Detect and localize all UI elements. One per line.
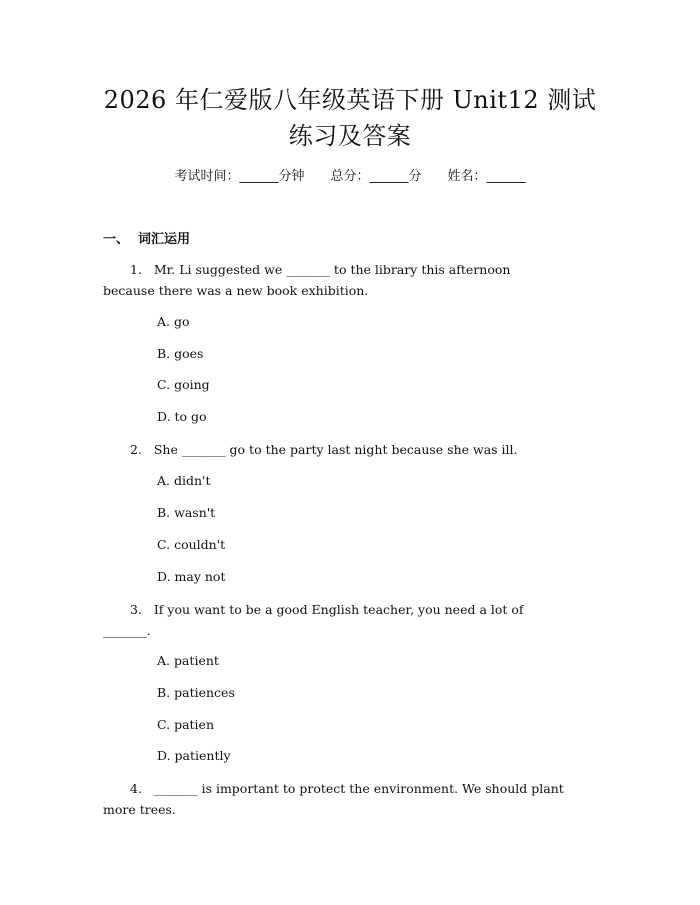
- question-4: [103, 778, 603, 820]
- question-3-stem-continued: _______.: [103, 623, 151, 638]
- question-3-stem: 3. If you want to be a good English teacher, you need a lot of: [130, 602, 524, 617]
- question-3-option-d: D. patiently: [157, 748, 231, 763]
- question-1-option-c: C. going: [157, 377, 210, 392]
- total-score-field: 总分：______分: [330, 169, 422, 184]
- question-1-stem: 1. Mr. Li suggested we _______ to the library this afternoon: [130, 262, 511, 277]
- question-2-option-c: C. couldn't: [157, 537, 226, 552]
- question-4-stem-continued: more trees.: [103, 802, 176, 817]
- exam-meta-line: [0, 166, 700, 188]
- section-heading-vocabulary: 一、 词汇运用: [103, 232, 191, 247]
- question-2-stem: 2. She _______ go to the party last night because she was ill.: [130, 442, 518, 457]
- student-name-field: 姓名：______: [447, 169, 526, 184]
- question-2-option-d: D. may not: [157, 569, 226, 584]
- question-2-option-a: A. didn't: [157, 473, 211, 488]
- question-1-option-a: A. go: [157, 314, 190, 329]
- question-4-stem: 4. _______ is important to protect the environment. We should plant: [130, 781, 564, 796]
- document-title-line-2: 练习及答案: [288, 122, 412, 150]
- document-title-line-1: 2026 年仁爱版八年级英语下册 Unit12 测试: [103, 86, 597, 114]
- question-3-option-c: C. patien: [157, 717, 214, 732]
- question-3-option-b: B. patiences: [157, 685, 235, 700]
- question-2: [103, 439, 603, 460]
- question-1-option-b: B. goes: [157, 346, 204, 361]
- question-3-option-a: A. patient: [157, 653, 219, 668]
- question-2-option-b: B. wasn't: [157, 505, 216, 520]
- question-3: [103, 599, 603, 641]
- question-1-option-d: D. to go: [157, 409, 207, 424]
- exam-time-field: 考试时间：______分钟: [174, 169, 305, 184]
- question-1: [103, 259, 603, 301]
- question-1-stem-continued: because there was a new book exhibition.: [103, 283, 369, 298]
